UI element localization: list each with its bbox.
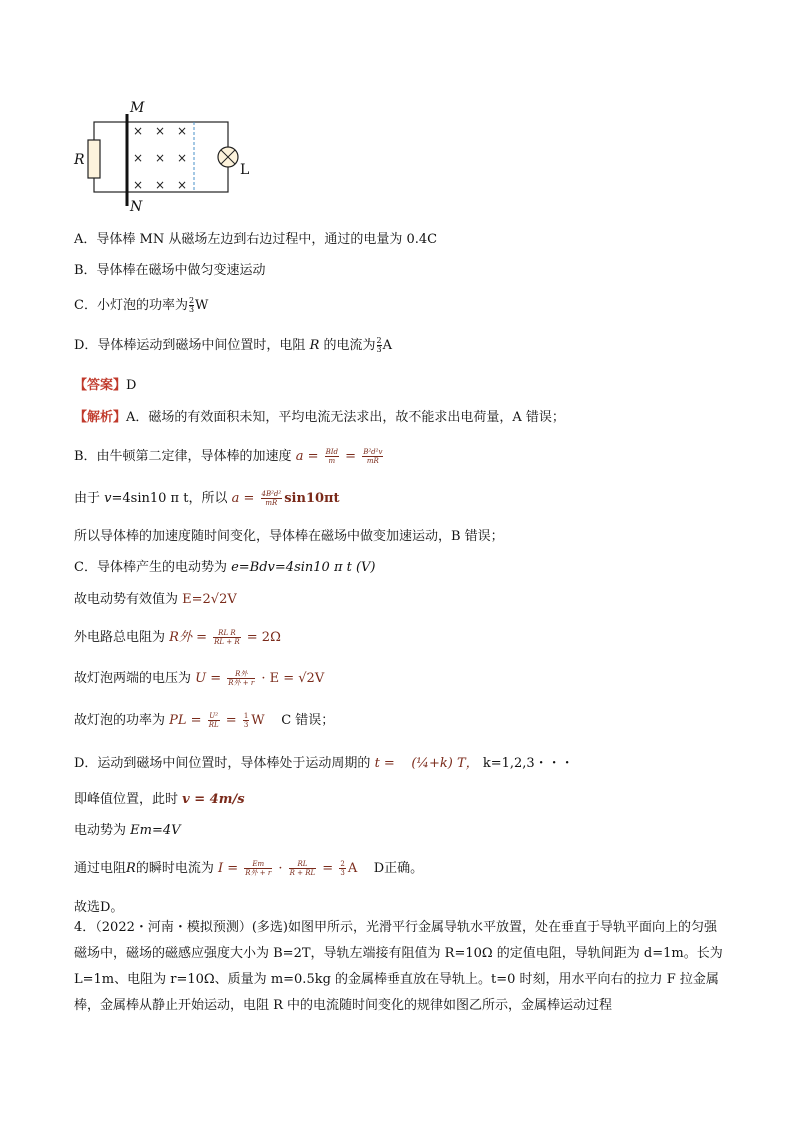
analysis-d4: 通过电阻R的瞬时电流为 I = $\frac{Em}{\text{R外 + r}}$ · $\frac{RL}{R + RL}$ = $\frac{2}{3}$ A D正确。 — [74, 860, 424, 877]
analysis-d2: 即峰值位置，此时 v = 4m/s — [74, 792, 245, 807]
field-mark: × — [155, 178, 166, 192]
field-mark: × — [177, 178, 188, 192]
field-mark: × — [177, 151, 188, 165]
analysis-b3: 所以导体棒的加速度随时间变化，导体棒在磁场中做变加速运动，B 错误； — [74, 529, 504, 544]
label-M: M — [130, 100, 145, 116]
question-4: 4．（2022・河南・模拟预测）(多选)如图甲所示，光滑平行金属导轨水平放置，处在垂直于导轨平面向上的匀强磁场中，磁场的磁感应强度大小为 B=2T，导轨左端接有阻值为 R=10Ω 的定值电阻，导轨间距为 d=1m。长为 L=1m、电阻为 r=10Ω、质量为 m=0.5kg 的金属棒垂直放在导轨上。t=0 时刻，用水平向右的拉力 F 拉金属棒，金属棒从静止开始运动，电阻 R 中的电流随时间变化的规律如图乙所示，金属棒运动过程 — [74, 920, 723, 1013]
field-mark: × — [155, 124, 166, 138]
analysis-conclusion: 故选D。 — [74, 900, 124, 915]
analysis-b1: B．由牛顿第二定律，导体棒的加速度 a = $\frac{\text{BId}}{m}$ = $\frac{\text{B²d²v}}{mR}$ — [74, 448, 383, 465]
analysis-b2: 由于 v=4sin10 π t，所以 a = $\frac{\text{4B²d²}}{mR}$ sin10πt — [74, 490, 340, 507]
analysis-c4: 故灯泡两端的电压为 U = $\frac{\text{R外}}{\text{R外 + r}}$ · E = √2V — [74, 670, 325, 687]
analysis-c5: 故灯泡的功率为 PL = $\frac{\text{U²}}{RL}$ = $\frac{1}{3}$ W C 错误； — [74, 712, 335, 729]
field-mark: × — [133, 151, 144, 165]
analysis-a: 【解析】A．磁场的有效面积未知，平均电流无法求出，故不能求出电荷量，A 错误； — [74, 410, 565, 425]
option-d: D．导体棒运动到磁场中间位置时，电阻 R 的电流为 $\frac{2}{3}$ A — [74, 336, 393, 354]
label-L: L — [240, 162, 250, 178]
label-R: R — [74, 152, 85, 168]
option-b: B．导体棒在磁场中做匀变速运动 — [74, 263, 266, 278]
answer: 【答案】D — [74, 378, 137, 393]
analysis-d1: D．运动到磁场中间位置时，导体棒处于运动周期的 t = (¼+k) T， k=1,2,3・・・ — [74, 756, 574, 771]
resistor-R — [88, 140, 100, 178]
analysis-d3: 电动势为 Em=4V — [74, 823, 181, 838]
analysis-c3: 外电路总电阻为 R外 = $\frac{\text{RL R}}{RL + R}$ = 2Ω — [74, 629, 281, 646]
field-mark: × — [133, 178, 144, 192]
option-a: A．导体棒 MN 从磁场左边到右边过程中，通过的电量为 0.4C — [74, 232, 438, 247]
circuit-diagram — [74, 100, 250, 215]
analysis-c2: 故电动势有效值为 E=2√2V — [74, 592, 237, 607]
field-mark: × — [133, 124, 144, 138]
label-N: N — [130, 199, 143, 215]
field-mark: × — [155, 151, 166, 165]
option-c: C．小灯泡的功率为 $\frac{2}{3}$ W — [74, 296, 209, 314]
analysis-c1: C．导体棒产生的电动势为 e=Bdv=4sin10 π t (V) — [74, 560, 376, 575]
field-mark: × — [177, 124, 188, 138]
